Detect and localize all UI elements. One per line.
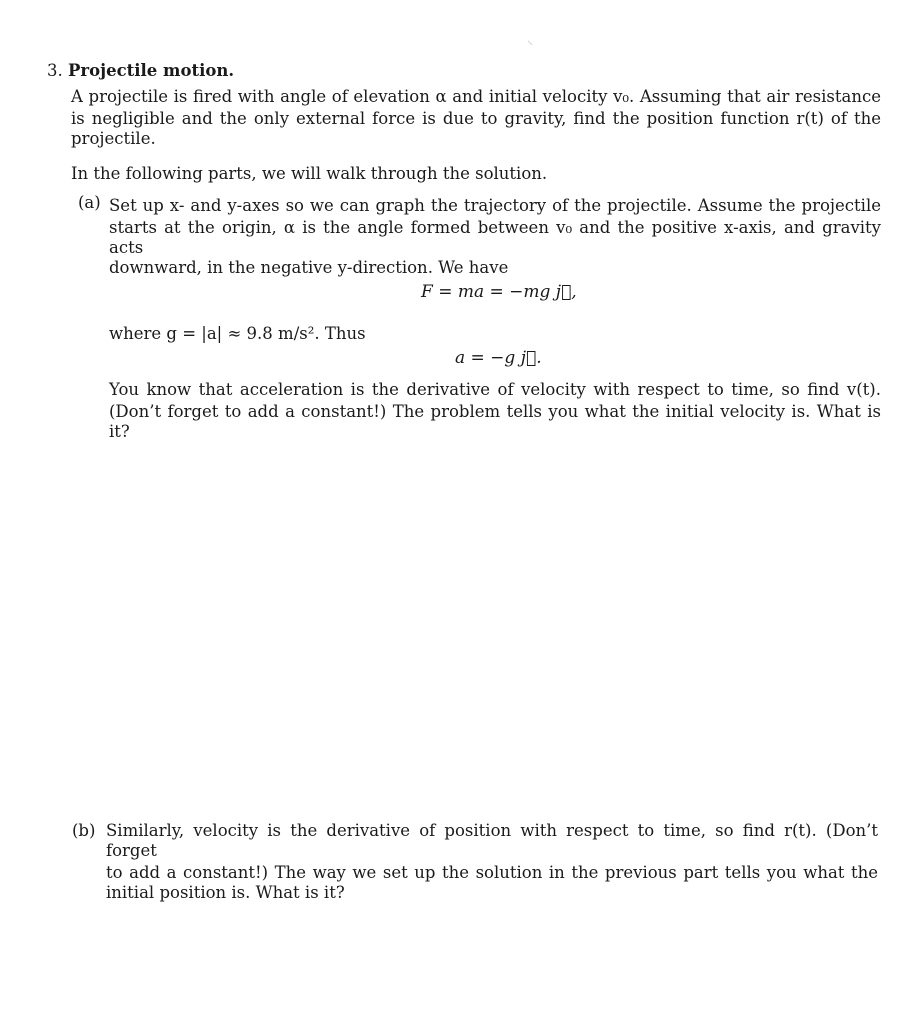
part-a-line: starts at the origin, α is the angle formed between v₀ and the positive x-axis, and gravity acts: [109, 218, 881, 257]
question-line: (Don’t forget to add a constant!) The problem tells you what the initial velocity is. What is: [109, 402, 881, 421]
question-line: it?: [109, 422, 130, 441]
intro-line: A projectile is fired with angle of elevation α and initial velocity v₀. Assuming that air resistance: [71, 87, 881, 106]
part-b-line: to add a constant!) The way we set up the solution in the previous part tells you what the: [106, 863, 878, 882]
question-line: You know that acceleration is the derivative of velocity with respect to time, so find v(t).: [109, 380, 881, 399]
part-a-line: Set up x- and y-axes so we can graph the trajectory of the projectile. Assume the projectile: [109, 196, 881, 215]
part-b-label: (b): [72, 821, 96, 840]
force-equation: F = ma = −mg j⃗,: [421, 282, 577, 302]
problem-header: [47, 61, 234, 81]
intro-line: is negligible and the only external force is due to gravity, find the position function r(t) of the: [71, 109, 881, 128]
intro-line: projectile.: [71, 129, 156, 148]
where-text: where g = |a| ≈ 9.8 m/s². Thus: [109, 324, 366, 343]
part-b-line: initial position is. What is it?: [106, 883, 345, 902]
part-a-line: downward, in the negative y-direction. We have: [109, 258, 509, 277]
scan-smudge: ⸜: [527, 33, 534, 47]
acceleration-equation: a = −g j⃗.: [455, 348, 542, 368]
walkthrough-text: In the following parts, we will walk through the solution.: [71, 164, 548, 183]
part-b-line: Similarly, velocity is the derivative of position with respect to time, so find r(t). (Don’t forget: [106, 821, 878, 860]
part-b-text: [106, 821, 878, 903]
part-a-text: [109, 196, 881, 278]
problem-number: 3.: [47, 61, 63, 80]
part-a-label: (a): [78, 193, 101, 212]
problem-title: Projectile motion.: [68, 61, 235, 80]
problem-intro: [71, 87, 881, 149]
part-a-question: [109, 380, 881, 442]
